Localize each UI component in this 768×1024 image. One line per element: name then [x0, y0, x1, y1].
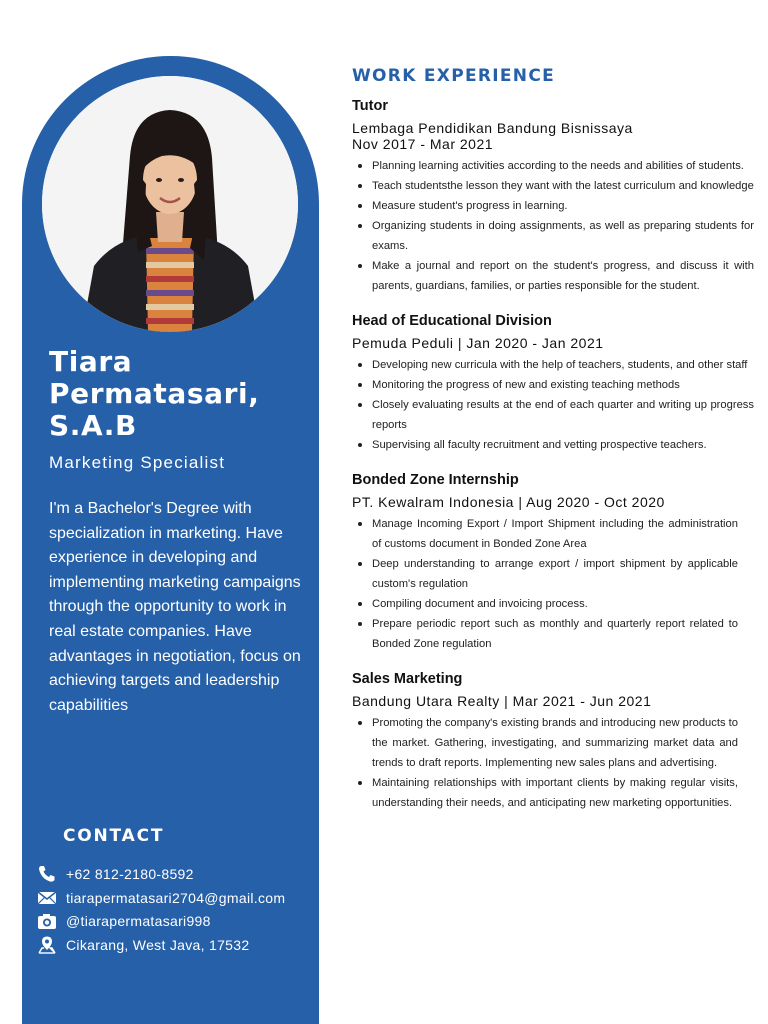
job-entry-sales-marketing [352, 671, 754, 813]
job-entry-bonded-zone [352, 472, 754, 654]
list-item: Developing new curricula with the help of teachers, students, and other staff [352, 355, 754, 375]
list-item: Teach studentsthe lesson they want with the latest curriculum and knowledge [352, 176, 754, 196]
contact-email [36, 886, 316, 910]
job-dates: Nov 2017 - Mar 2021 [352, 136, 494, 152]
job-entry-tutor [352, 98, 754, 296]
list-item: Promoting the company's existing brands and introducing new products to the market. Gathering, investigating, and summarizing market data and trends to draft reports. Implementing new sales plans and advertising. [352, 713, 738, 773]
job-duties [352, 514, 738, 654]
job-role: Tutor [352, 98, 388, 114]
list-item: Manage Incoming Export / Import Shipment including the administration of customs document in Bonded Zone Area [352, 514, 738, 554]
list-item: Closely evaluating results at the end of each quarter and writing up progress reports [352, 395, 754, 435]
phone-text[interactable]: +62 812-2180-8592 [66, 865, 194, 882]
profile-summary: I'm a Bachelor's Degree with specialization in marketing. Have experience in developing and implementing marketing campaigns through the opportunity to work in real estate companies. Have advantages in negotiation, focus on achieving targets and leadership capabilities [49, 500, 301, 714]
list-item: Planning learning activities according to the needs and abilities of students. [352, 156, 754, 176]
list-item: Monitoring the progress of new and existing teaching methods [352, 375, 754, 395]
list-item: Make a journal and report on the student's progress, and discuss it with parents, guardians, families, or parties responsible for the student. [352, 256, 754, 296]
list-item: Prepare periodic report such as monthly and quarterly report related to Bonded Zone regulation [352, 614, 738, 654]
email-text[interactable]: tiarapermatasari2704@gmail.com [66, 889, 286, 906]
job-organization-dates: Bandung Utara Realty | Mar 2021 - Jun 2021 [352, 693, 652, 709]
location-text: Cikarang, West Java, 17532 [66, 937, 250, 954]
job-role: Head of Educational Division [352, 313, 552, 329]
contact-heading: CONTACT [63, 826, 165, 846]
list-item: Maintaining relationships with important clients by making regular visits, understanding their needs, and anticipating new marketing opportunities. [352, 773, 738, 813]
job-role: Bonded Zone Internship [352, 472, 519, 488]
job-organization: Lembaga Pendidikan Bandung Bisnissaya [352, 120, 633, 136]
profile-photo [42, 76, 298, 332]
job-duties [352, 355, 754, 455]
job-duties [352, 156, 754, 296]
location-pin-icon [36, 935, 58, 955]
camera-icon [36, 911, 58, 931]
job-role: Sales Marketing [352, 671, 463, 687]
work-experience-heading: WORK EXPERIENCE [352, 66, 556, 86]
contact-list [36, 862, 316, 957]
list-item: Compiling document and invoicing process. [352, 594, 738, 614]
list-item: Organizing students in doing assignments, as well as preparing students for exams. [352, 216, 754, 256]
envelope-icon [36, 888, 58, 908]
job-entry-head-of-education [352, 313, 754, 455]
job-organization-dates: Pemuda Peduli | Jan 2020 - Jan 2021 [352, 335, 604, 351]
list-item: Supervising all faculty recruitment and vetting prospective teachers. [352, 435, 754, 455]
contact-instagram [36, 910, 316, 934]
job-organization-dates: PT. Kewalram Indonesia | Aug 2020 - Oct 2020 [352, 494, 665, 510]
phone-icon [36, 864, 58, 884]
job-duties [352, 713, 738, 813]
job-title-heading: Marketing Specialist [49, 453, 226, 472]
work-experience-section [352, 66, 754, 830]
contact-phone [36, 862, 316, 886]
list-item: Deep understanding to arrange export / import shipment by applicable custom's regulation [352, 554, 738, 594]
contact-location [36, 933, 316, 957]
candidate-name: Tiara Permatasari, S.A.B [49, 345, 260, 442]
list-item: Measure student's progress in learning. [352, 196, 754, 216]
instagram-text[interactable]: @tiarapermatasari998 [66, 913, 211, 930]
